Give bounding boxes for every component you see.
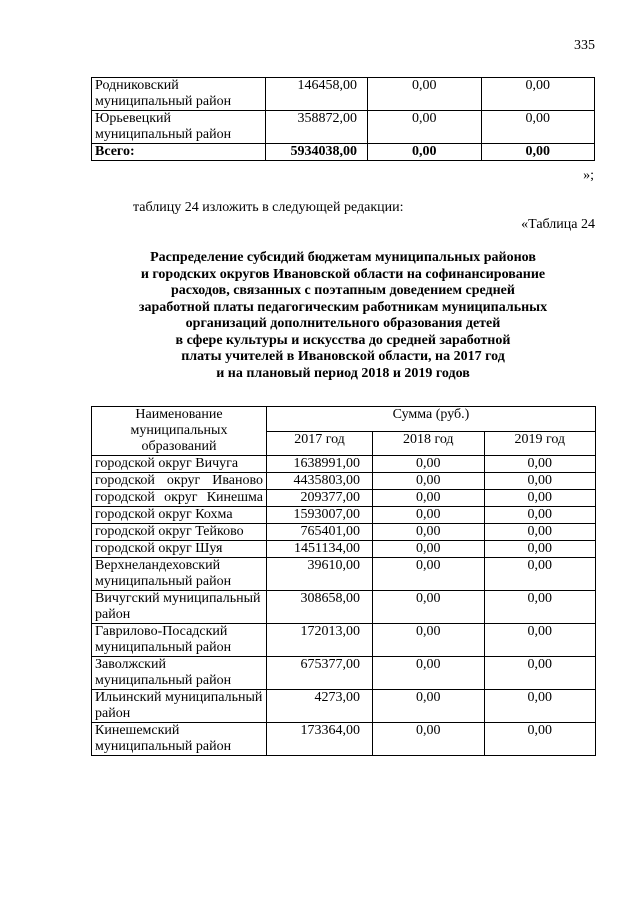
amount-2019: 0,00	[484, 624, 596, 657]
table-row	[92, 473, 596, 490]
amount-2018: 0,00	[368, 78, 482, 111]
amount-2017: 675377,00	[267, 657, 373, 690]
amount-2019: 0,00	[484, 690, 596, 723]
table-title	[90, 250, 596, 382]
title-line: в сфере культуры и искусства до средней заработной	[175, 332, 511, 348]
total-2017: 5934038,00	[266, 144, 368, 161]
region-name: Заволжский муниципальный район	[92, 657, 267, 690]
amount-2017: 4435803,00	[267, 473, 373, 490]
subsidy-table	[91, 406, 596, 756]
title-line: и на плановый период 2018 и 2019 годов	[216, 365, 470, 381]
amount-2018: 0,00	[373, 690, 485, 723]
amount-2018: 0,00	[373, 558, 485, 591]
amount-2017: 146458,00	[266, 78, 368, 111]
total-label: Всего:	[92, 144, 266, 161]
region-name: городской округ Шуя	[92, 541, 267, 558]
region-name: Родниковский муниципальный район	[92, 78, 266, 111]
region-name: городской округ Тейково	[92, 524, 267, 541]
amount-2019: 0,00	[481, 78, 595, 111]
region-name: Кинешемский муниципальный район	[92, 723, 267, 756]
region-name: городской округ Кинешма	[92, 490, 267, 507]
amount-2018: 0,00	[373, 473, 485, 490]
amount-2018: 0,00	[373, 507, 485, 524]
amount-2019: 0,00	[484, 524, 596, 541]
amount-2018: 0,00	[373, 723, 485, 756]
table-row	[92, 111, 595, 144]
total-2018: 0,00	[368, 144, 482, 161]
title-line: и городских округов Ивановской области на софинансирование	[140, 266, 546, 282]
title-line: Распределение субсидий бюджетам муниципальных районов	[150, 250, 536, 265]
header-year-2017: 2017 год	[267, 431, 373, 456]
amount-2019: 0,00	[484, 541, 596, 558]
amount-2017: 1593007,00	[267, 507, 373, 524]
region-name: городской округ Вичуга	[92, 456, 267, 473]
previous-table-continuation	[91, 77, 595, 161]
amount-2018: 0,00	[373, 490, 485, 507]
table-row	[92, 456, 596, 473]
table-row	[92, 624, 596, 657]
table-label: «Таблица 24	[521, 217, 595, 232]
amount-2019: 0,00	[484, 507, 596, 524]
title-line: расходов, связанных с поэтапным доведением средней	[171, 283, 515, 298]
total-row	[92, 144, 595, 161]
amount-2019: 0,00	[484, 558, 596, 591]
amount-2018: 0,00	[373, 524, 485, 541]
region-name: городской округ Иваново	[92, 473, 267, 490]
region-name: Юрьевецкий муниципальный район	[92, 111, 266, 144]
amount-2019: 0,00	[484, 456, 596, 473]
amount-2017: 39610,00	[267, 558, 373, 591]
table-row	[92, 507, 596, 524]
amount-2017: 308658,00	[267, 591, 373, 624]
amount-2019: 0,00	[484, 473, 596, 490]
header-row	[92, 407, 596, 432]
amount-2017: 4273,00	[267, 690, 373, 723]
header-name-column: Наименование муниципальных образований	[92, 407, 267, 456]
amount-2018: 0,00	[373, 456, 485, 473]
amount-2018: 0,00	[373, 541, 485, 558]
region-name: Вичугский муниципальный район	[92, 591, 267, 624]
header-year-2018: 2018 год	[373, 431, 485, 456]
amount-2019: 0,00	[484, 490, 596, 507]
amount-2017: 1638991,00	[267, 456, 373, 473]
amount-2017: 765401,00	[267, 524, 373, 541]
amount-2017: 173364,00	[267, 723, 373, 756]
amount-2017: 209377,00	[267, 490, 373, 507]
closing-quote: »;	[583, 168, 594, 183]
title-line: организаций дополнительного образования детей	[185, 316, 501, 331]
region-name: Гаврилово-Посадский муниципальный район	[92, 624, 267, 657]
title-line: заработной платы педагогическим работникам муниципальных	[138, 299, 548, 315]
amount-2018: 0,00	[373, 657, 485, 690]
table-row	[92, 723, 596, 756]
table-row	[92, 690, 596, 723]
amount-2019: 0,00	[484, 723, 596, 756]
table-row	[92, 591, 596, 624]
table-row	[92, 490, 596, 507]
table-row	[92, 558, 596, 591]
amount-2019: 0,00	[481, 111, 595, 144]
region-name: городской округ Кохма	[92, 507, 267, 524]
amount-2018: 0,00	[373, 624, 485, 657]
title-line: платы учителей в Ивановской области, на 2017 год	[181, 349, 505, 364]
amount-2017: 358872,00	[266, 111, 368, 144]
table-row	[92, 524, 596, 541]
amount-2017: 1451134,00	[267, 541, 373, 558]
header-year-2019: 2019 год	[484, 431, 596, 456]
amount-2019: 0,00	[484, 657, 596, 690]
table-row	[92, 541, 596, 558]
instruction-text: таблицу 24 изложить в следующей редакции:	[133, 200, 404, 215]
amount-2018: 0,00	[373, 591, 485, 624]
amount-2019: 0,00	[484, 591, 596, 624]
amount-2018: 0,00	[368, 111, 482, 144]
table-row	[92, 78, 595, 111]
page-number: 335	[574, 38, 595, 53]
region-name: Верхнеландеховский муниципальный район	[92, 558, 267, 591]
total-2019: 0,00	[481, 144, 595, 161]
amount-2017: 172013,00	[267, 624, 373, 657]
region-name: Ильинский муниципальный район	[92, 690, 267, 723]
header-sum-column: Сумма (руб.)	[267, 407, 596, 432]
table-row	[92, 657, 596, 690]
